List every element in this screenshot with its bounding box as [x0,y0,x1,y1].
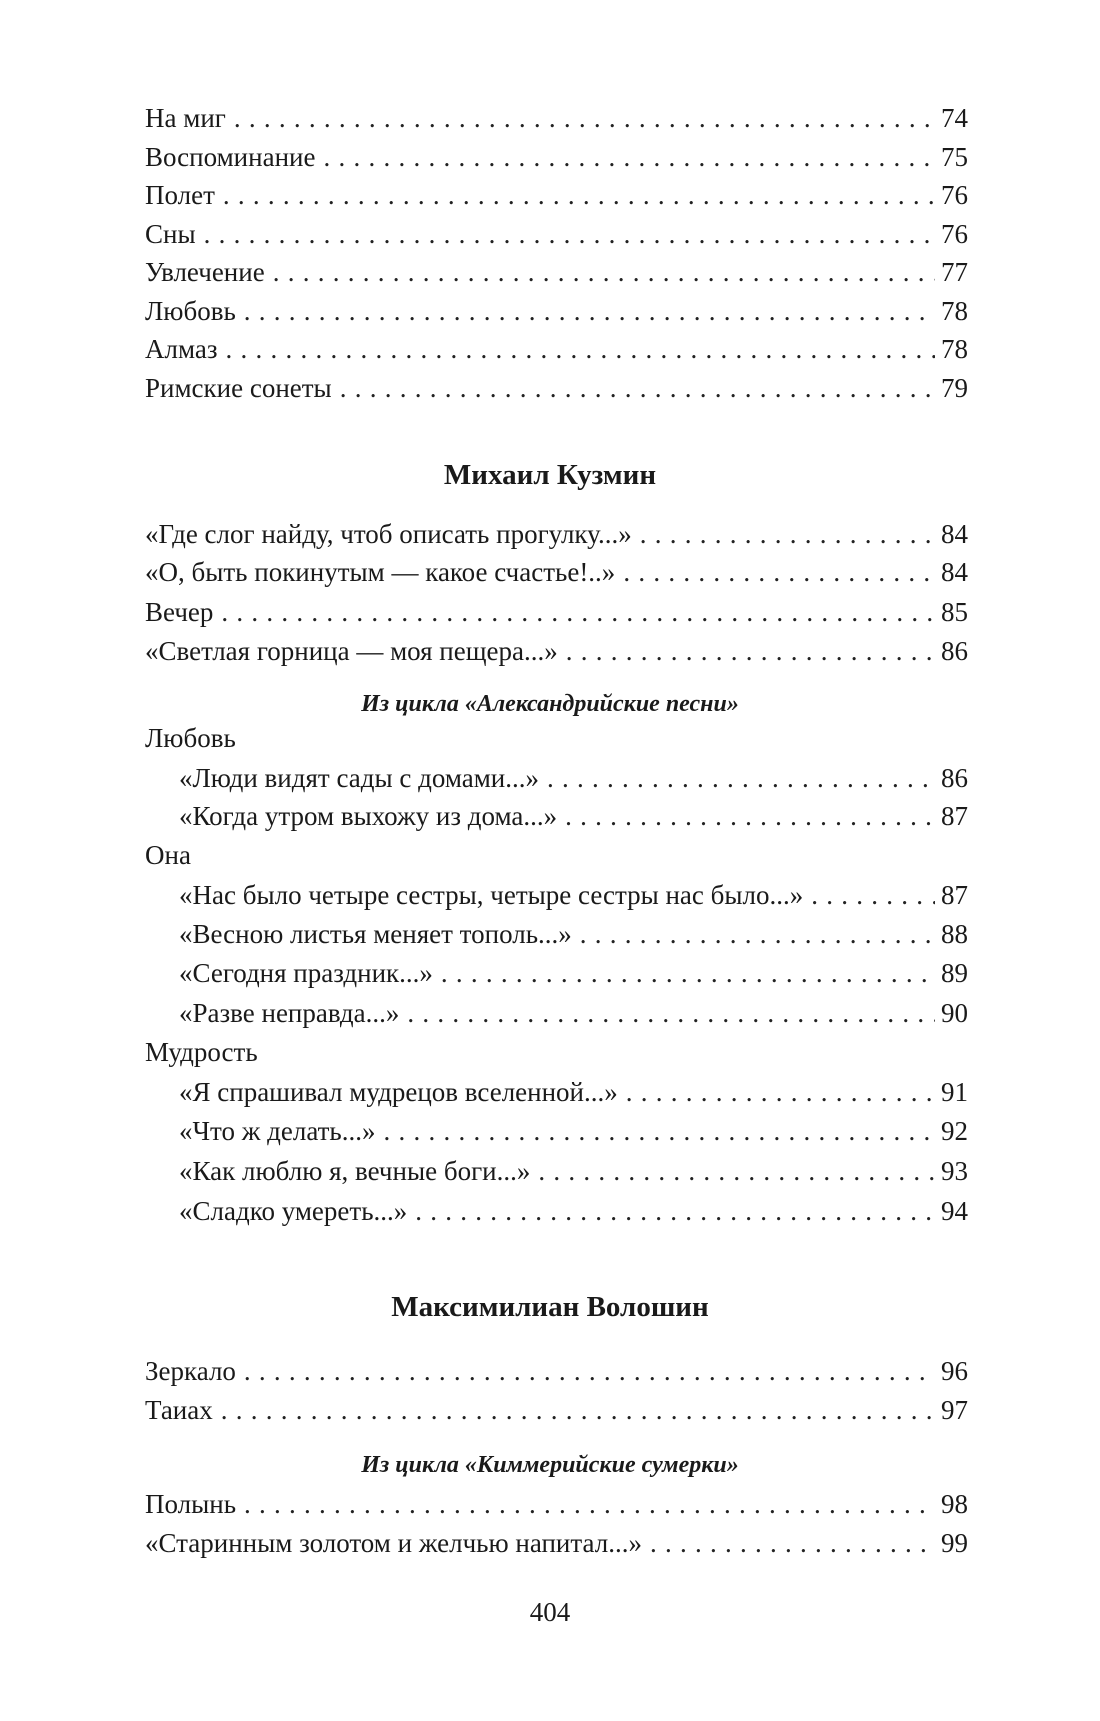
entry-page-number: 87 [941,801,968,831]
entry-page-number: 74 [941,103,968,133]
dot-leader [226,330,935,368]
entry-page-number: 94 [941,1196,968,1226]
entry-title: «Я спрашивал мудрецов вселенной...» [179,1077,618,1107]
entry-page-number: 78 [941,334,968,364]
dot-leader [441,954,935,992]
toc-entry [145,215,968,253]
toc-entry [145,1391,968,1429]
dot-leader [244,292,935,330]
dot-leader [547,759,935,797]
entry-page-number: 75 [941,142,968,172]
toc-entry [179,1192,968,1230]
entry-title: Полынь [145,1489,237,1519]
toc-group-label [145,719,968,757]
dot-leader [640,515,935,553]
dot-leader [415,1192,935,1230]
toc-group-label [145,836,968,874]
dot-leader [234,99,935,137]
toc-entry [145,1524,968,1562]
entry-title: Она [145,840,191,870]
dot-leader [565,797,935,835]
toc-entry [145,138,968,176]
entry-title: Полет [145,180,215,210]
dot-leader [580,915,935,953]
entry-page-number: 93 [941,1156,968,1186]
dot-leader [538,1152,935,1190]
entry-page-number: 84 [941,557,968,587]
author-heading: Михаил Кузмин [443,459,657,491]
entry-title: «Сладко умереть...» [179,1196,408,1226]
entry-title: Воспоминание [145,142,316,172]
entry-page-number: 99 [941,1528,968,1558]
toc-entry [145,99,968,137]
dot-leader [273,253,935,291]
dot-leader [811,876,935,914]
entry-page-number: 88 [941,919,968,949]
toc-entry [179,876,968,914]
entry-page-number: 85 [941,597,968,627]
entry-title: «Весною листья меняет тополь...» [179,919,572,949]
entry-page-number: 86 [941,636,968,666]
toc-group-label [145,1033,968,1071]
toc-entry [179,797,968,835]
entry-title: «О, быть покинутым — какое счастье!..» [145,557,616,587]
entry-page-number: 91 [941,1077,968,1107]
entry-title: Вечер [145,597,214,627]
entry-page-number: 97 [941,1395,968,1425]
dot-leader [221,1391,935,1429]
entry-title: «Светлая горница — моя пещера...» [145,636,558,666]
entry-page-number: 90 [941,998,968,1028]
entry-page-number: 86 [941,763,968,793]
entry-title: Любовь [145,296,236,326]
cycle-heading: Из цикла «Киммерийские сумерки» [361,1452,739,1478]
toc-entry [179,759,968,797]
toc-entry [145,1352,968,1390]
entry-title: Алмаз [145,334,218,364]
entry-title: «Как люблю я, вечные боги...» [179,1156,531,1186]
entry-title: «Люди видят сады с домами...» [179,763,540,793]
dot-leader [244,1485,935,1523]
author-heading: Максимилиан Волошин [391,1291,709,1323]
entry-page-number: 78 [941,296,968,326]
entry-title: «Что ж делать...» [179,1116,376,1146]
dot-leader [566,632,935,670]
dot-leader [407,994,935,1032]
entry-title: «Когда утром выхожу из дома...» [179,801,558,831]
entry-page-number: 76 [941,180,968,210]
entry-page-number: 92 [941,1116,968,1146]
entry-page-number: 89 [941,958,968,988]
dot-leader [623,553,935,591]
entry-title: Любовь [145,723,236,753]
entry-page-number: 76 [941,219,968,249]
toc-entry [145,292,968,330]
toc-entry [145,1485,968,1523]
entry-title: «Нас было четыре сестры, четыре сестры нас было...» [179,880,804,910]
entry-title: На миг [145,103,226,133]
toc-entry [179,915,968,953]
toc-entry [145,632,968,670]
entry-page-number: 79 [941,373,968,403]
toc-entry [179,994,968,1032]
toc-entry [145,176,968,214]
dot-leader [323,138,935,176]
entry-page-number: 77 [941,257,968,287]
toc-entry [145,253,968,291]
toc-entry [145,553,968,591]
page-number: 404 [529,1597,571,1627]
toc-entry [145,515,968,553]
entry-page-number: 98 [941,1489,968,1519]
toc-entry [145,330,968,368]
entry-page-number: 87 [941,880,968,910]
dot-leader [223,176,935,214]
entry-title: «Старинным золотом и желчью напитал...» [145,1528,642,1558]
entry-title: Зеркало [145,1356,236,1386]
dot-leader [221,593,935,631]
dot-leader [650,1524,935,1562]
entry-page-number: 84 [941,519,968,549]
toc-entry [179,954,968,992]
dot-leader [340,369,935,407]
cycle-heading: Из цикла «Александрийские песни» [361,691,739,717]
toc-entry [179,1152,968,1190]
entry-title: «Сегодня праздник...» [179,958,433,988]
dot-leader [244,1352,935,1390]
dot-leader [204,215,935,253]
entry-title: Мудрость [145,1037,258,1067]
entry-title: Сны [145,219,196,249]
entry-title: «Разве неправда...» [179,998,400,1028]
entry-title: Римские сонеты [145,373,332,403]
toc-entry [145,369,968,407]
toc-entry [179,1112,968,1150]
toc-entry [145,593,968,631]
entry-title: «Где слог найду, чтоб описать прогулку...» [145,519,632,549]
toc-entry [179,1073,968,1111]
dot-leader [626,1073,935,1111]
entry-page-number: 96 [941,1356,968,1386]
entry-title: Таиах [145,1395,213,1425]
entry-title: Увлечение [145,257,265,287]
dot-leader [384,1112,936,1150]
